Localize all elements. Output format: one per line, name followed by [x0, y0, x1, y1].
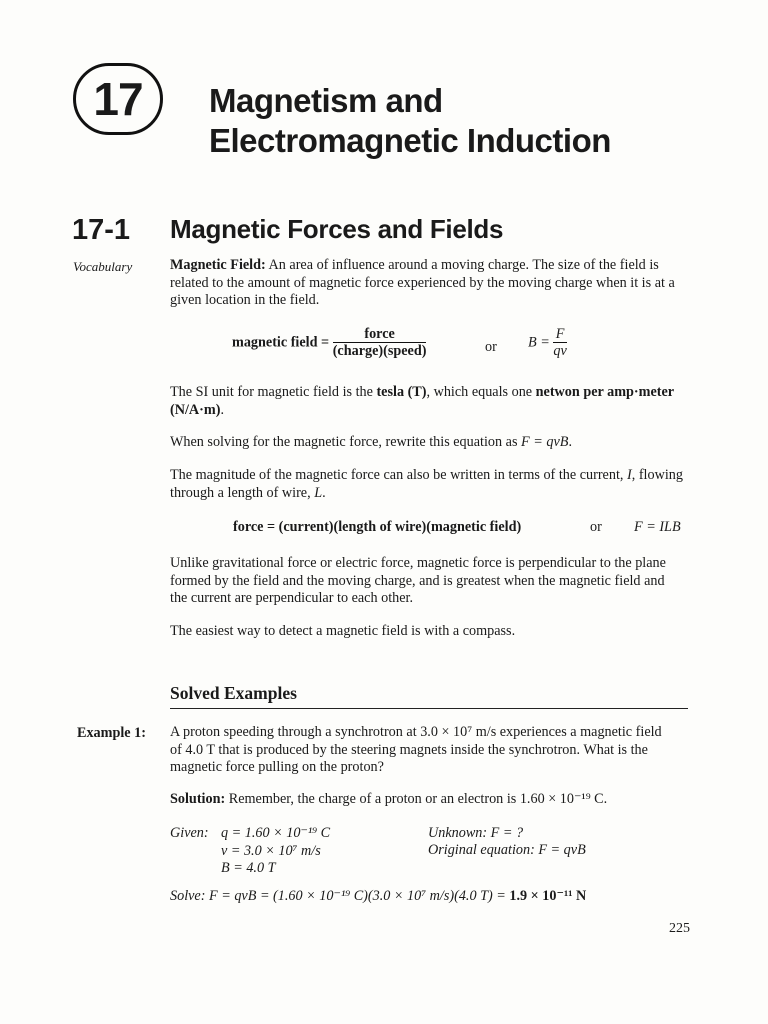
given-label: Given:: [170, 825, 209, 841]
vocabulary-label: Vocabulary: [73, 259, 133, 274]
formula-symbol-denominator: qv: [553, 343, 567, 359]
given-values: [221, 825, 330, 878]
formula-symbol-lhs: B =: [528, 334, 550, 351]
original-equation-line: [428, 842, 586, 860]
example-1-label: Example 1:: [77, 725, 146, 741]
solve-force-equation: F = qvB: [521, 434, 569, 450]
formula-or: or: [485, 339, 497, 355]
paragraph-solve-force: [170, 434, 685, 452]
example-1-problem: A proton speeding through a synchrotron at 3.0 × 10⁷ m/s experiences a magnetic field of 4.0 T that is produced by the steering magnets inside the synchrotron. What is the magnetic force pulling on the proton?: [170, 724, 662, 775]
solve-force-text: When solving for the magnetic force, rewrite this equation as: [170, 434, 522, 450]
solve-label: Solve:: [170, 888, 206, 904]
solved-examples-heading: Solved Examples: [170, 683, 688, 709]
formula-symbol-numerator: F: [553, 326, 566, 343]
unknown-label: Unknown:: [428, 825, 488, 841]
formula2-equation: F = ILB: [634, 519, 681, 535]
unknown-value: F = ?: [490, 825, 524, 841]
example-1-solution: [170, 791, 690, 809]
chapter-number-badge: [73, 63, 163, 135]
vocabulary-text: An area of influence around a moving charge. The size of the field is related to the amount of magnetic force experienced by the moving charge when it is at a given location in the field.: [170, 257, 675, 308]
vocabulary-definition: [170, 257, 685, 310]
given-b: B = 4.0 T: [221, 860, 276, 876]
formula-symbol-fraction: [553, 326, 566, 360]
solve-force-end: .: [568, 434, 572, 450]
formula-magnetic-field: [232, 326, 426, 360]
original-equation-label: Original equation:: [428, 842, 535, 858]
formula2-or: or: [590, 519, 602, 535]
unknown-line: [428, 825, 523, 843]
solve-answer: 1.9 × 10⁻¹¹ N: [509, 888, 587, 904]
page-number: 225: [669, 921, 690, 936]
paragraph-perpendicular: Unlike gravitational force or electric force, magnetic force is perpendicular to the plane formed by the field and the moving charge, and is greatest when the magnetic field and the current are perpendicular to each other.: [170, 555, 666, 606]
wire-text-1: The magnitude of the magnetic force can also be written in terms of the current,: [170, 467, 627, 483]
chapter-number: 17: [93, 73, 143, 125]
formula-denominator: (charge)(speed): [332, 343, 427, 359]
formula-force-wire: force = (current)(length of wire)(magnetic field): [233, 519, 522, 535]
given-q: q = 1.60 × 10⁻¹⁹ C: [221, 825, 331, 841]
solution-text: Remember, the charge of a proton or an electron is 1.60 × 10⁻¹⁹ C.: [225, 791, 608, 807]
chapter-title-line1: Magnetism and: [209, 82, 443, 119]
formula-numerator: force: [333, 326, 427, 343]
si-bold-unit: netwon per amp·meter (N/A·m): [170, 384, 674, 418]
solution-label: Solution:: [170, 791, 226, 807]
wire-var-length: L: [314, 484, 323, 501]
solve-line: [170, 888, 586, 905]
formula-label: magnetic field =: [232, 334, 330, 351]
si-bold-tesla: tesla (T): [376, 384, 427, 400]
paragraph-compass: The easiest way to detect a magnetic field is with a compass.: [170, 623, 516, 639]
wire-var-current: I: [626, 467, 632, 483]
given-v: v = 3.0 × 10⁷ m/s: [221, 842, 321, 859]
wire-text-2: , flowing through a length of wire,: [170, 467, 683, 501]
section-title: Magnetic Forces and Fields: [170, 214, 504, 244]
formula-fraction: [333, 326, 427, 360]
chapter-title-line2: Electromagnetic Induction: [209, 122, 611, 159]
vocabulary-term: Magnetic Field:: [170, 257, 266, 273]
si-text-1: The SI unit for magnetic field is the: [170, 384, 377, 400]
si-text-3: .: [220, 401, 224, 418]
original-equation-value: F = qvB: [538, 842, 586, 858]
solve-expression: F = qvB = (1.60 × 10⁻¹⁹ C)(3.0 × 10⁷ m/s)(4.0 T) =: [209, 888, 510, 904]
wire-text-3: .: [322, 484, 326, 501]
paragraph-si-unit: [170, 384, 685, 419]
section-number: 17-1: [72, 214, 131, 246]
si-text-2: , which equals one: [426, 384, 536, 400]
formula-symbolic: [528, 326, 567, 360]
paragraph-current-wire: [170, 467, 685, 502]
